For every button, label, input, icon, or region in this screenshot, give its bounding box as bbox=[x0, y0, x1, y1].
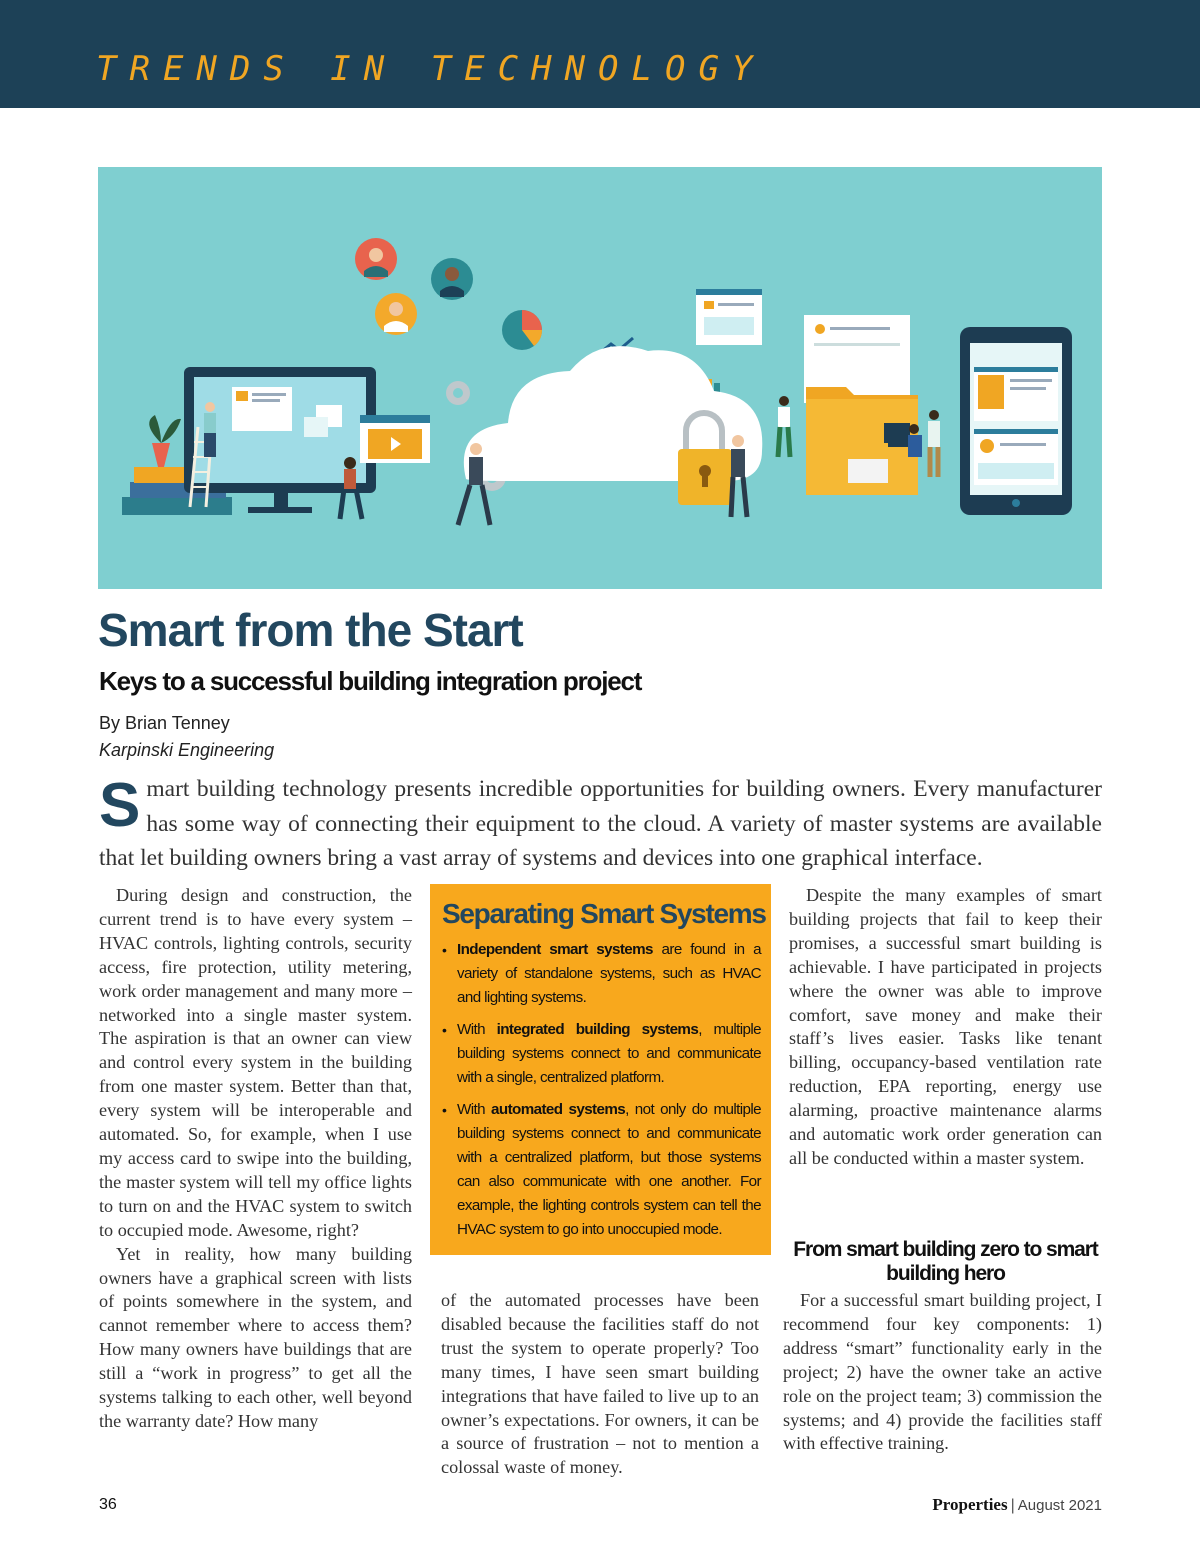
smart-building-cloud-illustration bbox=[98, 167, 1102, 589]
byline: By Brian Tenney bbox=[99, 713, 230, 733]
section-subhead: From smart building zero to smart building hero bbox=[793, 1238, 1098, 1285]
footer-publication bbox=[932, 1494, 1102, 1517]
section-banner bbox=[0, 0, 1200, 108]
body-paragraph: of the automated processes have been disabled because the facilities staff do not trust the system to operate properly? Too many times, I have seen smart building integrations that have failed to live up to an owner’s expectations. For owners, it can be a source of frustration – not to mention a colossal waste of money. bbox=[441, 1290, 759, 1478]
sidebar-list-item: • With integrated building systems, multiple building systems connect to and communicate with a single, centralized platform. bbox=[442, 1018, 761, 1090]
body-column-2 bbox=[441, 1289, 759, 1480]
sidebar-box bbox=[430, 884, 771, 1255]
drop-cap: S bbox=[99, 771, 141, 840]
body-column-1 bbox=[99, 884, 412, 1434]
body-paragraph: During design and construction, the current trend is to have every system – HVAC controls, lighting controls, security access, fire protection, utility metering, work order management and many more – networked into a single master system. The aspiration is that an owner can view and control every system in the building from one master system. Better than that, every system will be interoperable and automated. So, for example, when I use my access card to swipe into the building, the master system will tell my office lights to turn on and the HVAC system to switch to occupied mode. Awesome, right? bbox=[99, 885, 412, 1240]
footer-separator: | bbox=[1010, 1497, 1015, 1514]
article-subtitle: Keys to a successful building integration project bbox=[99, 666, 642, 696]
author-affiliation: Karpinski Engineering bbox=[99, 740, 275, 760]
body-column-3 bbox=[789, 884, 1102, 1171]
sidebar-list bbox=[442, 938, 761, 1242]
hero-illustration bbox=[98, 167, 1102, 589]
lede-paragraph bbox=[99, 772, 1102, 876]
body-paragraph: Yet in reality, how many building owners have a graphical screen with lists of points somewhere in the system, and cannot remember where to access them? How many owners have buildings that are still a “work in progress” to get all the systems talking to each other, well beyond the warranty date? How many bbox=[99, 1243, 412, 1431]
article-title: Smart from the Start bbox=[98, 604, 523, 656]
magazine-name: Properties bbox=[932, 1495, 1008, 1514]
body-column-3-continued bbox=[783, 1289, 1102, 1456]
lede-text: mart building technology presents incredible opportunities for building owners. Every manufacturer has some way of connecting their equipment to the cloud. A variety of master systems are available that let building owners bring a vast array of systems and devices into one graphical interface. bbox=[99, 776, 1102, 871]
issue-date: August 2021 bbox=[1017, 1497, 1102, 1514]
section-label: TRENDS IN TECHNOLOGY bbox=[96, 49, 766, 89]
sidebar-title: Separating Smart Systems bbox=[442, 898, 766, 929]
sidebar-list-item: • Independent smart systems are found in a variety of standalone systems, such as HVAC and lighting systems. bbox=[442, 938, 761, 1010]
body-paragraph: For a successful smart building project, I recommend four key components: 1) address “smart” functionality early in the project; 2) have the owner take an active role on the project team; 3) commission the systems; and 4) provide the facilities staff with effective training. bbox=[783, 1290, 1102, 1454]
body-paragraph: Despite the many examples of smart building projects that fail to keep their promises, a successful smart building is achievable. I have participated in projects where the owner was able to improve comfort, save money and make their staff’s lives easier. Tasks like tenant billing, occupancy-based ventilation rate reduction, EPA reporting, energy use alarming, proactive maintenance alarms and automatic work order generation can all be conducted within a master system. bbox=[789, 885, 1102, 1168]
page-number: 36 bbox=[99, 1496, 117, 1513]
sidebar-list-item: • With automated systems, not only do multiple building systems connect to and communicate with a centralized platform, but those systems can also communicate with one another. For example, the lighting controls system can tell the HVAC system to go into unoccupied mode. bbox=[442, 1098, 761, 1242]
